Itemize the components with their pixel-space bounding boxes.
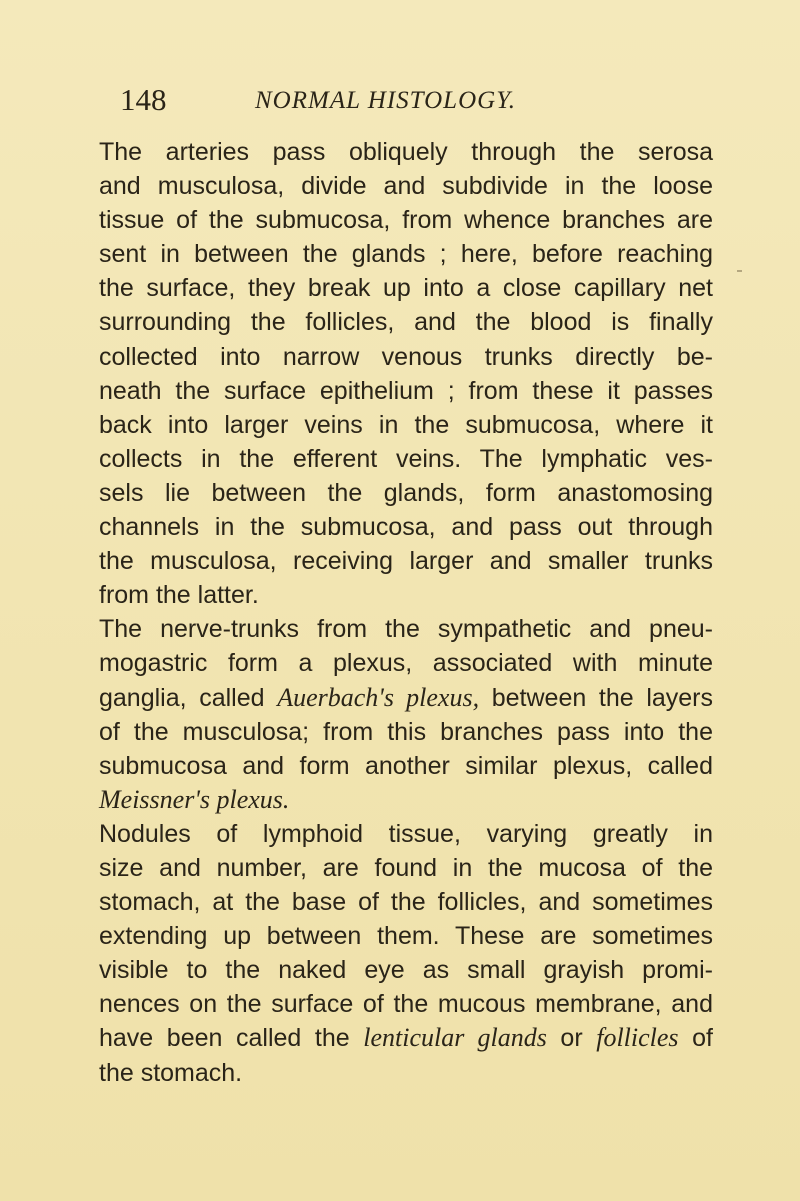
line-text: Nodules of lymphoid tissue, varying greatly in (99, 819, 713, 848)
text-line (99, 510, 713, 544)
line-text: the musculosa, receiving larger and smaller trunks (99, 547, 713, 576)
text-line (99, 715, 713, 749)
italic-term: Auerbach's plexus, (277, 682, 480, 712)
text-line (99, 271, 713, 305)
line-text: or (546, 1024, 597, 1053)
line-text: collected into narrow venous trunks directly be- (99, 342, 713, 371)
text-line (99, 646, 713, 680)
page-header (120, 84, 680, 124)
line-text: neath the surface epithelium ; from these it passes (99, 376, 713, 405)
paper-speck (737, 270, 742, 272)
text-line (99, 987, 713, 1021)
line-text: ganglia, called (99, 683, 278, 712)
line-text: of the musculosa; from this branches pass into the (99, 717, 713, 746)
text-line (99, 203, 713, 237)
body-text (99, 135, 713, 1090)
line-text: nences on the surface of the mucous membrane, and (99, 990, 713, 1019)
text-line (99, 1056, 713, 1090)
text-line (99, 612, 713, 646)
line-text: tissue of the submucosa, from whence branches are (99, 206, 713, 235)
line-text: submucosa and form another similar plexus, called (99, 751, 713, 780)
line-text: mogastric form a plexus, associated with minute (99, 649, 713, 678)
text-line (99, 408, 713, 442)
line-text: from the latter. (99, 581, 259, 610)
text-line (99, 817, 713, 851)
line-text: surrounding the follicles, and the blood is finally (99, 308, 713, 337)
line-text: between the layers (479, 683, 713, 712)
text-line (99, 851, 713, 885)
line-text: The arteries pass obliquely through the serosa (99, 138, 713, 166)
text-line (99, 169, 713, 203)
text-line (99, 953, 713, 987)
line-text: sent in between the glands ; here, before reaching (99, 240, 713, 269)
line-text: channels in the submucosa, and pass out through (99, 513, 713, 542)
text-line (99, 919, 713, 953)
text-line (99, 340, 713, 374)
text-line (99, 885, 713, 919)
line-text: The nerve-trunks from the sympathetic and pneu- (99, 615, 713, 644)
italic-term: Meissner's plexus. (99, 784, 290, 814)
line-text: the stomach. (99, 1058, 243, 1087)
text-line (99, 476, 713, 510)
text-line (99, 681, 713, 715)
line-text: and musculosa, divide and subdivide in the loose (99, 172, 713, 201)
line-text: size and number, are found in the mucosa of the (99, 853, 713, 882)
text-line (99, 1021, 713, 1055)
text-line (99, 374, 713, 408)
page-number: 148 (120, 82, 167, 117)
text-line (99, 305, 713, 339)
line-text: visible to the naked eye as small grayish promi- (99, 956, 713, 985)
line-text: sels lie between the glands, form anastomosing (99, 478, 713, 507)
text-line (99, 749, 713, 783)
text-line (99, 783, 713, 817)
running-title: NORMAL HISTOLOGY. (255, 87, 517, 114)
line-text: the surface, they break up into a close capillary net (99, 274, 713, 303)
text-line (99, 442, 713, 476)
text-line (99, 544, 713, 578)
line-text: have been called the (99, 1024, 364, 1053)
italic-term: follicles (596, 1023, 679, 1053)
text-line (99, 135, 713, 169)
text-line (99, 237, 713, 271)
line-text: back into larger veins in the submucosa, where it (99, 410, 713, 439)
line-text: collects in the efferent veins. The lymphatic ves- (99, 444, 713, 473)
line-text: extending up between them. These are sometimes (99, 922, 713, 951)
text-line (99, 578, 713, 612)
line-text: stomach, at the base of the follicles, and sometimes (99, 888, 713, 917)
italic-term: lenticular glands (363, 1023, 547, 1053)
line-text: of (678, 1024, 713, 1053)
